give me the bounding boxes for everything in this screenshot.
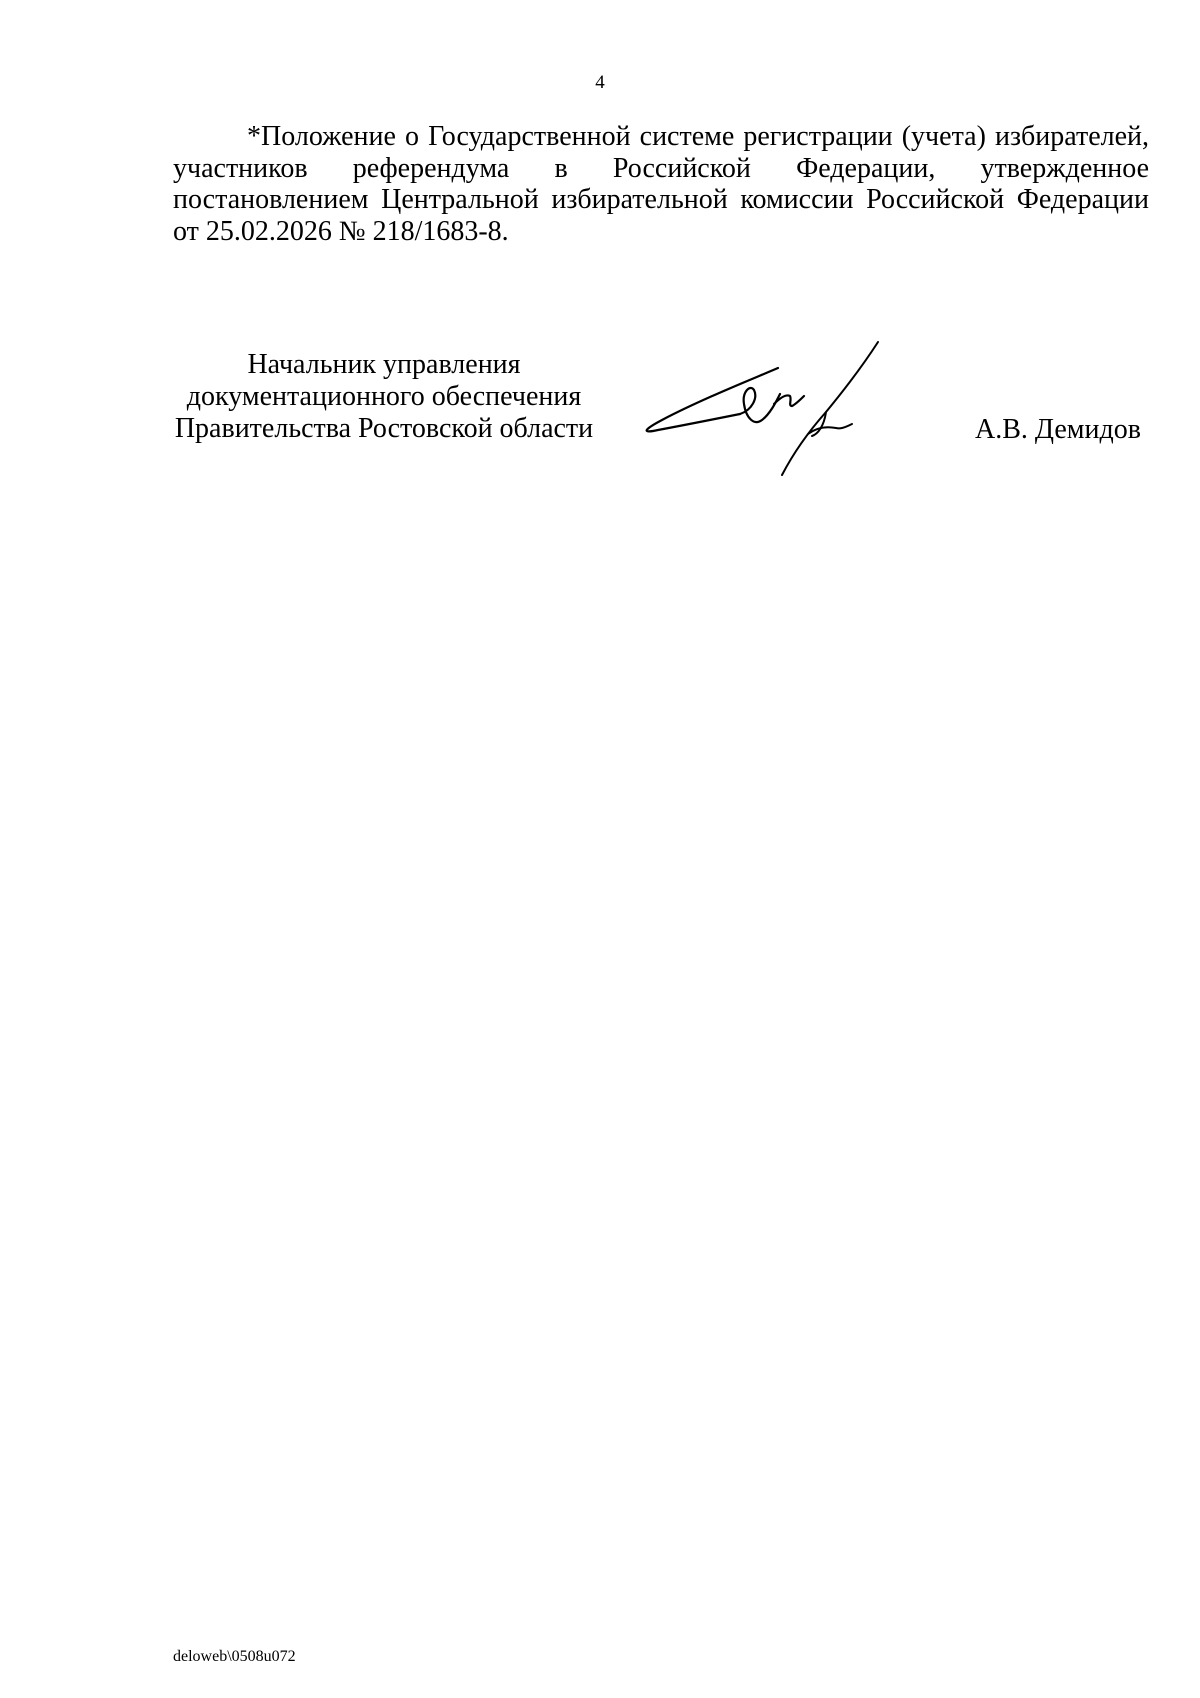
signatory-position — [155, 349, 613, 445]
signatory-name: А.В. Демидов — [975, 414, 1141, 445]
position-line-1: Начальник управления — [247, 349, 521, 380]
footnote-text: *Положение о Государственной системе регистрации (учета) избирателей, участников референдума в Российской Федерации, утвержденное постановлением Центральной избирательной комиссии Российской Федерации от 25.02.2026 № 218/1683-8. — [173, 121, 1149, 247]
page-number: 4 — [595, 72, 605, 93]
position-line-2: документационного обеспечения — [186, 381, 582, 412]
position-line-3: Правительства Ростовской области — [174, 413, 594, 444]
footer-code: deloweb\0508u072 — [173, 1648, 296, 1665]
signature-icon — [640, 330, 940, 500]
